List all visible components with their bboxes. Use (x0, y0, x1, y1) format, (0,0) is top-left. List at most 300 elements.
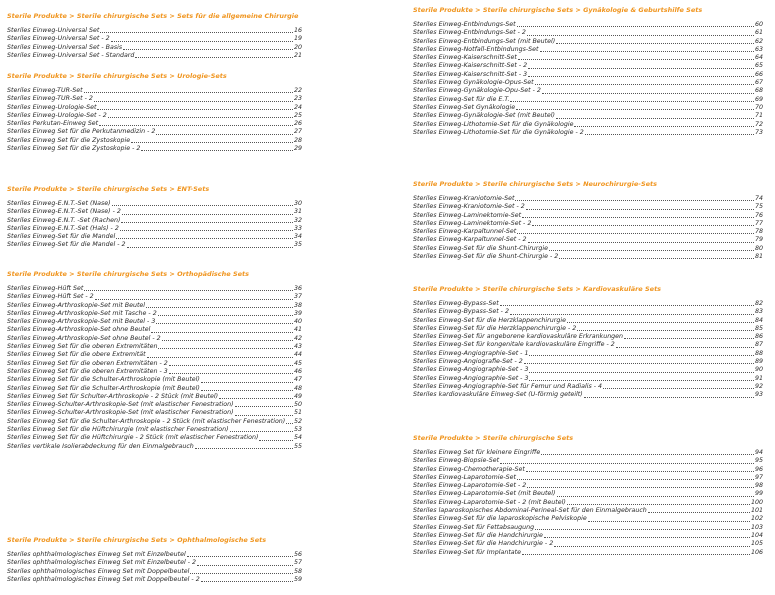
toc-page-number: 67 (754, 79, 763, 87)
dot-leader (235, 406, 293, 407)
toc-entry-label: Steriles Einweg-Entbindungs-Set (413, 21, 516, 28)
dot-leader (556, 43, 754, 44)
toc-entry-label: Steriles Einweg Set für die Schulter-Arthroskopie (mit Beutel) (7, 384, 200, 392)
toc-entry-label: Steriles Einweg Set für die Schulter-Arthroskopie - 2 Stück (mit elastischer Fenestration) (7, 417, 286, 425)
toc-entry-label: Steriles ophthalmologisches Einweg Set mit Doppelbeutel - 2 (7, 575, 200, 583)
toc-entry-label: Steriles Einweg-Set für die Handchirurgie (413, 531, 543, 539)
toc-page-number: 19 (293, 35, 302, 43)
toc-page-number: 21 (293, 51, 302, 59)
toc-entry-label: Steriles Einweg-Laparotomie-Set (mit Beutel) (413, 490, 556, 498)
toc-page-number: 38 (293, 301, 302, 309)
dot-leader (522, 554, 750, 555)
toc-entry-list (413, 195, 763, 261)
toc-page-number: 76 (754, 211, 763, 219)
toc-entry[interactable] (7, 241, 302, 249)
toc-entry-label: Steriles Einweg Set für die Hüftchirurgie - 2 Stück (mit elastischer Fenestration) (7, 434, 259, 442)
toc-page-number: 68 (754, 87, 763, 95)
dot-leader (169, 373, 293, 374)
toc-entry-label: Steriles Einweg-Notfall-Entbindungs-Set (413, 45, 539, 53)
toc-section (7, 270, 302, 451)
toc-entry-label: Steriles Einweg-Angiographie-Set - 3 (413, 366, 529, 374)
toc-page-number: 93 (754, 391, 763, 399)
dot-leader (169, 365, 293, 366)
toc-entry-label: Steriles Einweg Set für die Zystoskopie (7, 136, 131, 144)
toc-page-number: 89 (754, 358, 763, 366)
section-title: Sterile Produkte > Sterile chirurgische Sets > Ophthalmologische Sets (7, 536, 267, 544)
dot-leader (112, 205, 293, 206)
toc-entry[interactable] (413, 253, 763, 261)
toc-page-number: 96 (754, 465, 763, 473)
toc-page-number: 39 (293, 309, 302, 317)
dot-leader (540, 51, 754, 52)
toc-page-number: 57 (293, 559, 302, 567)
toc-entry[interactable] (413, 245, 763, 253)
toc-entry-label: Steriles Einweg-Universal Set - 2 (7, 35, 110, 43)
toc-page-number: 79 (754, 236, 763, 244)
toc-entry[interactable] (413, 366, 763, 374)
toc-page-number: 74 (754, 195, 763, 202)
toc-entry[interactable] (413, 474, 763, 482)
toc-entry-label: Steriles Perkutan-Einweg Set (7, 120, 99, 128)
toc-entry-label: Steriles Einweg Set für die oberen Extremitäten - 2 (7, 359, 168, 367)
toc-entry-label: Steriles Einweg-Set für Fettabsaugung (413, 523, 535, 531)
toc-entry-label: Steriles Einweg-Biopsie-Set (413, 457, 500, 465)
toc-page-number: 41 (293, 326, 302, 334)
toc-entry[interactable] (7, 434, 302, 442)
toc-entry-label: Steriles Einweg-Set für Implantate (413, 548, 521, 556)
toc-entry-label: Steriles Einweg-E.N.T.-Set (Nase) (7, 200, 111, 207)
dot-leader (532, 225, 754, 226)
toc-entry-label: Steriles Einweg-Kraniotomie-Set (413, 195, 515, 202)
toc-entry[interactable] (413, 308, 763, 316)
dot-leader (219, 398, 293, 399)
toc-section (7, 72, 302, 153)
toc-page-number: 88 (754, 349, 763, 357)
toc-page-number: 83 (754, 308, 763, 316)
toc-entry[interactable] (7, 145, 302, 153)
toc-entry-label: Steriles Einweg-Angiographie-Set für Femur und Radialis - 4 (413, 382, 603, 390)
toc-entry-label: Steriles Einweg-Laminektomie-Set (413, 211, 522, 219)
section-title: Sterile Produkte > Sterile chirurgische Sets > Sets für die allgemeine Chirurgie (7, 12, 299, 20)
toc-page-number: 106 (750, 548, 763, 556)
toc-entry-label: Steriles Einweg-Hüft Set - 2 (7, 293, 94, 301)
toc-entry[interactable] (413, 540, 763, 548)
toc-entry-label: Steriles Einweg-Arthroskopie-Set mit Tasche - 2 (7, 309, 157, 317)
toc-page-number: 60 (754, 21, 763, 28)
toc-page-number: 100 (750, 498, 763, 506)
toc-entry-label: Steriles Einweg-Schulter-Arthroskopie-Set (mit elastischer Fenestration) (7, 401, 234, 409)
section-title: Sterile Produkte > Sterile chirurgische Sets > Orthopädische Sets (7, 270, 250, 278)
toc-entry[interactable] (413, 203, 763, 211)
section-title: Sterile Produkte > Sterile chirurgische Sets > Kardiovaskuläre Sets (413, 285, 662, 293)
toc-page-number: 47 (293, 376, 302, 384)
toc-entry-label: Steriles Einweg-Urologie-Set (7, 103, 97, 111)
toc-entry-label: Steriles Einweg-Kaiserschnitt-Set - 2 (413, 62, 528, 70)
dot-leader (529, 355, 754, 356)
toc-page-number: 27 (293, 128, 302, 136)
toc-page-number: 48 (293, 384, 302, 392)
toc-page-number: 80 (754, 244, 763, 252)
dot-leader (195, 448, 293, 449)
toc-entry[interactable] (7, 35, 302, 43)
toc-entry[interactable] (7, 443, 302, 451)
toc-entry-label: Steriles Einweg-Chemotherapie-Set (413, 465, 525, 473)
toc-page-number: 78 (754, 228, 763, 236)
dot-leader (100, 32, 293, 33)
toc-entry[interactable] (7, 376, 302, 384)
toc-entry-label: Steriles ophthalmologisches Einweg Set mit Doppelbeutel (7, 567, 190, 575)
toc-page-number: 73 (754, 128, 763, 136)
toc-entry[interactable] (413, 38, 763, 46)
toc-page-number: 72 (754, 120, 763, 128)
dot-leader (544, 537, 750, 538)
toc-page-number: 91 (754, 374, 763, 382)
toc-entry-label: Steriles Einweg-Arthroskopie-Set mit Beutel (7, 301, 146, 309)
toc-page-number: 81 (754, 253, 763, 261)
dot-leader (121, 222, 293, 223)
toc-page-number: 58 (293, 567, 302, 575)
toc-page-number: 20 (293, 43, 302, 51)
toc-page-number: 24 (293, 103, 302, 111)
dot-leader (535, 529, 750, 530)
toc-entry[interactable] (7, 302, 302, 310)
toc-entry[interactable] (7, 293, 302, 301)
toc-entry[interactable] (413, 499, 763, 507)
dot-leader (616, 347, 754, 348)
dot-leader (230, 431, 293, 432)
toc-page-number: 59 (293, 575, 302, 583)
toc-entry-label: Steriles Einweg Set für die oberen Extremitäten - 3 (7, 367, 168, 375)
dot-leader (84, 92, 293, 93)
toc-entry[interactable] (413, 220, 763, 228)
toc-page-number: 90 (754, 366, 763, 374)
toc-entry-label: Steriles Einweg-Set für angeborene kardiovaskuläre Erkrankungen (413, 333, 624, 341)
dot-leader (286, 423, 293, 424)
toc-entry-label: Steriles Einweg Set für Schulter-Arthroskopie - 2 Stück (mit Beutel) (7, 392, 219, 400)
toc-entry-label: Steriles Einweg Set für kleinere Eingriffe (413, 449, 541, 456)
toc-entry[interactable] (413, 325, 763, 333)
dot-leader (528, 76, 754, 77)
section-title: Sterile Produkte > Sterile chirurgische Sets (413, 434, 574, 442)
dot-leader (111, 41, 293, 42)
toc-page-number: 25 (293, 111, 302, 119)
toc-page-number: 101 (750, 507, 763, 515)
dot-leader (500, 305, 754, 306)
dot-leader (529, 380, 754, 381)
toc-entry-label: Steriles Einweg-Gynäkologie-Set (mit Beutel) (413, 112, 555, 120)
dot-leader (577, 330, 754, 331)
toc-page-number: 63 (754, 45, 763, 53)
toc-entry-label: Steriles Einweg-Bypass-Set (413, 300, 499, 307)
toc-entry[interactable] (413, 341, 763, 349)
toc-page-number: 45 (293, 359, 302, 367)
toc-page-number: 87 (754, 341, 763, 349)
toc-page-number: 86 (754, 333, 763, 341)
toc-entry[interactable] (413, 375, 763, 383)
dot-leader (588, 521, 750, 522)
toc-entry[interactable] (7, 137, 302, 145)
toc-page-number: 65 (754, 62, 763, 70)
toc-entry[interactable] (7, 393, 302, 401)
toc-page-number: 33 (293, 224, 302, 232)
dot-leader (515, 200, 754, 201)
toc-entry[interactable] (7, 360, 302, 368)
toc-page-number: 37 (293, 293, 302, 301)
dot-leader (556, 118, 754, 119)
dot-leader (97, 109, 293, 110)
toc-entry[interactable] (413, 121, 763, 129)
toc-entry[interactable] (7, 335, 302, 343)
toc-entry[interactable] (7, 385, 302, 393)
dot-leader (190, 573, 293, 574)
toc-entry-list (7, 200, 302, 250)
dot-leader (197, 565, 293, 566)
toc-entry[interactable] (413, 317, 763, 325)
toc-page-number: 77 (754, 219, 763, 227)
toc-entry[interactable] (7, 217, 302, 225)
dot-leader (201, 581, 293, 582)
dot-leader (554, 546, 750, 547)
toc-page-number: 28 (293, 136, 302, 144)
toc-entry-list (7, 551, 302, 584)
toc-entry-label: Steriles Einweg-Karpaltunnel-Set - 2 (413, 236, 527, 244)
toc-entry-label: Steriles Einweg-Kaiserschnitt-Set (413, 54, 517, 62)
dot-leader (99, 125, 293, 126)
toc-entry-label: Steriles Einweg-Laparotomie-Set - 2 (mit Beutel) (413, 498, 566, 506)
toc-page-number: 31 (293, 208, 302, 216)
toc-entry-label: Steriles Einweg Set für die Zystoskopie - 2 (7, 145, 141, 153)
toc-entry-label: Steriles Einweg-TUR-Set (7, 87, 83, 94)
toc-entry[interactable] (413, 549, 763, 557)
dot-leader (141, 150, 293, 151)
toc-entry[interactable] (7, 104, 302, 112)
toc-entry[interactable] (7, 568, 302, 576)
toc-entry-label: Steriles Einweg-E.N.T.-Set (Nase) - 2 (7, 208, 121, 216)
toc-entry[interactable] (7, 128, 302, 136)
dot-leader (517, 26, 754, 27)
toc-entry[interactable] (413, 96, 763, 104)
toc-entry-label: Steriles Einweg-Hüft Set (7, 285, 84, 292)
dot-leader (235, 415, 293, 416)
toc-entry[interactable] (7, 225, 302, 233)
toc-page-number: 105 (750, 540, 763, 548)
toc-entry-label: Steriles Einweg Set für die Schulter-Arthroskopie (mit Beutel) (7, 376, 200, 384)
toc-entry-label: Steriles Einweg-Angiographie-Set - 1 (413, 349, 529, 357)
dot-leader (585, 134, 754, 135)
toc-entry-label: Steriles Einweg-Set Gynäkologie (413, 103, 516, 111)
toc-entry[interactable] (413, 71, 763, 79)
toc-entry-label: Steriles Einweg-Laparotomie-Set (413, 473, 516, 481)
toc-entry-label: Steriles Einweg-E.N.T. -Set (Rachen) (7, 216, 121, 224)
section-title: Sterile Produkte > Sterile chirurgische Sets > Urologie-Sets (7, 72, 227, 80)
toc-page-number: 55 (293, 442, 302, 450)
toc-entry[interactable] (413, 350, 763, 358)
toc-page-number: 94 (754, 449, 763, 456)
toc-page-number: 104 (750, 531, 763, 539)
toc-entry[interactable] (413, 46, 763, 54)
toc-entry-label: Steriles Einweg Set für die Perkutanmedizin - 2 (7, 128, 156, 136)
dot-leader (510, 101, 754, 102)
toc-entry[interactable] (413, 524, 763, 532)
toc-entry[interactable] (413, 62, 763, 70)
dot-leader (557, 496, 754, 497)
toc-page-number: 23 (293, 95, 302, 103)
dot-leader (158, 315, 293, 316)
toc-page-number: 22 (293, 87, 302, 94)
toc-section (7, 536, 302, 584)
toc-entry-label: Steriles Einweg Set für die oberen Extremitäten (7, 343, 158, 351)
toc-entry-label: Steriles Einweg-Schulter-Arthroskopie-Set (mit elastischer Fenestration) (7, 409, 234, 417)
toc-entry-label: Steriles Einweg-Universal Set (7, 27, 100, 34)
dot-leader (535, 84, 754, 85)
dot-leader (518, 59, 754, 60)
dot-leader (603, 388, 754, 389)
toc-entry[interactable] (413, 112, 763, 120)
dot-leader (120, 230, 293, 231)
toc-page-number: 64 (754, 54, 763, 62)
toc-entry[interactable] (7, 112, 302, 120)
toc-page-number: 95 (754, 457, 763, 465)
toc-page-number: 61 (754, 29, 763, 37)
toc-entry-label: Steriles Einweg-Set für die E.T. (413, 95, 510, 103)
toc-page-number: 51 (293, 409, 302, 417)
toc-entry-label: Steriles Einweg-Arthroskopie-Set ohne Beutel - 2 (7, 334, 161, 342)
dot-leader (146, 307, 293, 308)
dot-leader (94, 101, 293, 102)
toc-entry[interactable] (7, 576, 302, 584)
dot-leader (187, 556, 293, 557)
toc-entry-label: Steriles Einweg-Arthroskopie-Set ohne Beutel (7, 326, 151, 334)
toc-page-number: 44 (293, 351, 302, 359)
dot-leader (95, 299, 293, 300)
toc-entry-label: Steriles Einweg Set für die Hüftchirurgie (mit elastischer Fenestration) (7, 426, 229, 434)
toc-page-number: 36 (293, 285, 302, 292)
dot-leader (135, 57, 293, 58)
toc-entry[interactable] (7, 351, 302, 359)
dot-leader (528, 68, 754, 69)
toc-entry-label: Steriles Einweg-Set für die laparoskopische Pelviskopie (413, 515, 587, 523)
toc-entry-label: Steriles Einweg-Angiografie-Set - 2 (413, 358, 523, 366)
toc-entry-list (7, 87, 302, 153)
toc-entry-label: Steriles Einweg-Arthroskopie-Set mit Beutel - 3 (7, 318, 156, 326)
toc-entry[interactable] (7, 559, 302, 567)
toc-entry-label: Steriles Einweg-Set für die Herzklappenchirurgie (413, 316, 566, 324)
dot-leader (162, 340, 293, 341)
toc-page-number: 53 (293, 426, 302, 434)
toc-entry[interactable] (7, 409, 302, 417)
toc-entry[interactable] (7, 95, 302, 103)
toc-entry-label: Steriles Einweg-Set für kongenitale kardiovaskuläre Eingriffe - 2 (413, 341, 615, 349)
toc-entry-label: Steriles Einweg-Set für die Handchirurgie - 2 (413, 540, 554, 548)
dot-leader (500, 463, 754, 464)
dot-leader (527, 35, 754, 36)
toc-entry-label: Steriles Einweg-TUR-Set - 2 (7, 95, 93, 103)
toc-page-number: 30 (293, 200, 302, 207)
dot-leader (147, 357, 293, 358)
toc-entry-label: Steriles ophthalmologisches Einweg Set mit Einzelbeutel - 2 (7, 559, 197, 567)
section-title: Sterile Produkte > Sterile chirurgische Sets > Neurochirurgie-Sets (413, 180, 658, 188)
section-title: Sterile Produkte > Sterile chirurgische Sets > Gynäkologie & Geburtshilfe Sets (413, 6, 703, 14)
toc-entry-label: Steriles Einweg-Angiographie-Set - 3 (413, 374, 529, 382)
toc-page-number: 84 (754, 316, 763, 324)
toc-entry[interactable] (413, 515, 763, 523)
toc-entry-list (413, 300, 763, 400)
toc-entry-label: Steriles Einweg-Set für die Herzklappenchirurgie - 2 (413, 324, 577, 332)
toc-page-number: 32 (293, 216, 302, 224)
dot-leader (516, 109, 754, 110)
dot-leader (574, 126, 754, 127)
toc-entry-label: Steriles Einweg-Entbindungs-Set - 2 (413, 29, 526, 37)
toc-section (7, 185, 302, 250)
toc-entry-label: Steriles Einweg Gynäkologie-Opus-Set (413, 79, 534, 87)
toc-entry[interactable] (413, 212, 763, 220)
toc-entry-list (7, 27, 302, 60)
dot-leader (567, 322, 754, 323)
section-title: Sterile Produkte > Sterile chirurgische Sets > ENT-Sets (7, 185, 210, 193)
toc-page-number: 56 (293, 551, 302, 558)
toc-entry[interactable] (413, 457, 763, 465)
toc-entry[interactable] (7, 44, 302, 52)
toc-entry[interactable] (413, 466, 763, 474)
toc-entry[interactable] (413, 29, 763, 37)
toc-page-number: 98 (754, 482, 763, 490)
toc-page-number: 29 (293, 145, 302, 153)
toc-page-number: 75 (754, 203, 763, 211)
toc-entry-label: Steriles Einweg-Lithotomie-Set für die Gynäkologie - 2 (413, 128, 584, 136)
dot-leader (517, 479, 754, 480)
dot-leader (156, 323, 293, 324)
toc-entry-label: Steriles Einweg-Entbindungs-Set (mit Beutel) (413, 37, 556, 45)
toc-page-number: 92 (754, 382, 763, 390)
dot-leader (541, 454, 754, 455)
toc-page-number: 54 (293, 434, 302, 442)
toc-page-number: 34 (293, 233, 302, 241)
dot-leader (559, 258, 754, 259)
toc-entry[interactable] (7, 326, 302, 334)
dot-leader (510, 314, 754, 315)
toc-page-number: 43 (293, 343, 302, 351)
toc-entry-label: Steriles Einweg-E.N.T.-Set (Hals) - 2 (7, 224, 119, 232)
toc-page-number: 40 (293, 318, 302, 326)
toc-entry[interactable] (413, 87, 763, 95)
toc-entry[interactable] (413, 129, 763, 137)
dot-leader (201, 382, 293, 383)
toc-entry[interactable] (413, 236, 763, 244)
toc-entry[interactable] (7, 310, 302, 318)
toc-page-number: 35 (293, 241, 302, 249)
toc-entry[interactable] (7, 418, 302, 426)
toc-page-number: 102 (750, 515, 763, 523)
toc-entry[interactable] (7, 52, 302, 60)
toc-page-number: 26 (293, 120, 302, 128)
toc-entry-list (7, 285, 302, 451)
dot-leader (624, 338, 754, 339)
toc-entry[interactable] (7, 208, 302, 216)
toc-entry-label: Steriles Einweg-Bypass-Set - 2 (413, 308, 509, 316)
dot-leader (526, 209, 754, 210)
toc-page-number: 49 (293, 392, 302, 400)
dot-leader (131, 142, 293, 143)
toc-entry-label: Steriles Einweg-Universal Set - Standard (7, 51, 135, 59)
dot-leader (122, 214, 293, 215)
toc-entry-label: Steriles ophthalmologisches Einweg Set mit Einzelbeutel (7, 551, 186, 558)
toc-entry[interactable] (413, 391, 763, 399)
toc-entry[interactable] (413, 490, 763, 498)
toc-entry-label: Steriles Einweg-Set für die Shunt-Chirurgie (413, 244, 548, 252)
toc-entry-label: Steriles kardiovaskuläre Einweg-Set (U-förmig geteilt) (413, 391, 583, 399)
dot-leader (259, 440, 293, 441)
dot-leader (522, 217, 754, 218)
